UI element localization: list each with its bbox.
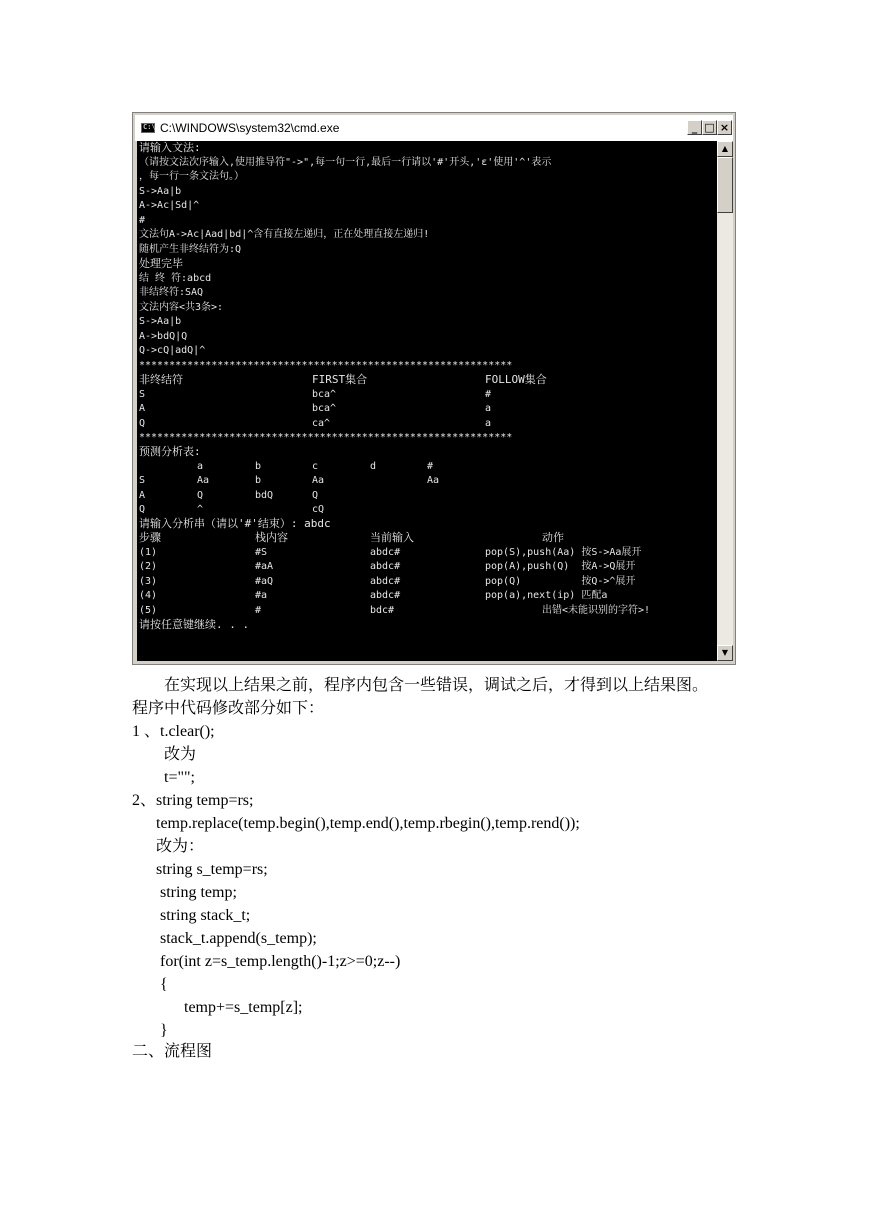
code-line: for(int z=s_temp.length()-1;z>=0;z--) — [132, 953, 401, 970]
steps-cell: abdc# — [370, 590, 401, 601]
console-line: 请输入文法: — [139, 141, 201, 154]
console-line: （请按文法次序输入,使用推导符"->",每一句一行,最后一行请以'#'开头,'ε'使用'^'表示 — [139, 157, 552, 168]
steps-cell: abdc# — [370, 576, 401, 587]
code-line: 改为 — [132, 746, 197, 763]
section-heading: 二、流程图 — [132, 1043, 213, 1060]
predict-cell: ^ — [197, 504, 204, 515]
steps-cell: # — [255, 605, 262, 616]
console-line: A->bdQ|Q — [139, 331, 188, 342]
steps-cell: (3) — [139, 576, 158, 587]
code-line: 1 、t.clear(); — [132, 723, 215, 740]
console-line: 非结终符:SAQ — [139, 287, 204, 298]
steps-cell: (1) — [139, 547, 158, 558]
predict-header: # — [427, 461, 434, 472]
predict-header: d — [370, 461, 377, 472]
code-line: 2、string temp=rs; — [132, 792, 254, 809]
steps-header-stack: 栈内容 — [255, 531, 288, 544]
console-line: ，每一行一条文法句。） — [139, 171, 244, 182]
code-line: } — [132, 1022, 168, 1039]
scroll-down-icon[interactable]: ▼ — [717, 645, 733, 661]
steps-cell: #aA — [255, 561, 274, 572]
window-title: C:\WINDOWS\system32\cmd.exe — [160, 121, 340, 135]
ff-header-nonterminal: 非终结符 — [139, 373, 183, 386]
steps-cell: #aQ — [255, 576, 274, 587]
predict-cell: Aa — [427, 475, 440, 486]
ff-cell: a — [485, 403, 492, 414]
code-line: 改为： — [132, 838, 205, 855]
console-line: A->Ac|Sd|^ — [139, 200, 200, 211]
ff-header-first: FIRST集合 — [312, 373, 368, 386]
steps-cell: bdc# — [370, 605, 395, 616]
code-line: t=""; — [132, 769, 195, 786]
predict-header: c — [312, 461, 319, 472]
predict-cell: cQ — [312, 504, 325, 515]
ff-cell: # — [485, 389, 492, 400]
code-line: string temp; — [132, 884, 237, 901]
predict-cell: A — [139, 490, 146, 501]
predict-header: a — [197, 461, 204, 472]
steps-header-input: 当前输入 — [370, 531, 414, 544]
steps-cell: #S — [255, 547, 268, 558]
predict-cell: Q — [197, 490, 204, 501]
ff-cell: ca^ — [312, 418, 331, 429]
console-line: 结 终 符:abcd — [139, 273, 212, 284]
predict-cell: bdQ — [255, 490, 274, 501]
steps-cell: abdc# — [370, 561, 401, 572]
paragraph-line: 程序中代码修改部分如下： — [132, 700, 325, 717]
title-bar[interactable] — [135, 115, 733, 141]
scroll-up-icon[interactable]: ▲ — [717, 141, 733, 157]
steps-cell: (2) — [139, 561, 158, 572]
code-line: temp+=s_temp[z]; — [132, 999, 303, 1016]
ff-cell: Q — [139, 418, 146, 429]
steps-cell: 出错<未能识别的字符>! — [542, 605, 651, 616]
console-output[interactable] — [137, 141, 717, 661]
steps-cell: pop(Q) 按Q->^展开 — [485, 576, 636, 587]
paragraph-line: 在实现以上结果之前，程序内包含一些错误，调试之后，才得到以上结果图。 — [132, 677, 709, 694]
console-line: S->Aa|b — [139, 186, 182, 197]
cmd-window — [132, 112, 736, 665]
code-line: string stack_t; — [132, 907, 251, 924]
console-line: 随机产生非终结符为:Q — [139, 244, 242, 255]
input-prompt: 请输入分析串（请以'#'结束）: abdc — [139, 517, 331, 530]
cmd-icon: C:\ — [143, 123, 156, 131]
predict-cell: S — [139, 475, 146, 486]
predict-cell: Aa — [312, 475, 325, 486]
predict-cell: Q — [312, 490, 319, 501]
code-line: temp.replace(temp.begin(),temp.end(),temp.rbegin(),temp.rend()); — [132, 815, 580, 832]
steps-cell: abdc# — [370, 547, 401, 558]
separator-line: ************************************************************** — [139, 360, 513, 371]
ff-header-follow: FOLLOW集合 — [485, 373, 547, 386]
separator-line: ************************************************************** — [139, 432, 513, 443]
ff-cell: S — [139, 389, 146, 400]
maximize-button[interactable]: □ — [702, 120, 717, 135]
console-line: 处理完毕 — [139, 257, 183, 270]
console-line: # — [139, 215, 146, 226]
steps-header-action: 动作 — [542, 531, 564, 544]
code-line: stack_t.append(s_temp); — [132, 930, 317, 947]
predict-cell: Q — [139, 504, 146, 515]
continue-prompt: 请按任意键继续. . . — [139, 618, 250, 631]
steps-cell: #a — [255, 590, 268, 601]
predict-cell: b — [255, 475, 262, 486]
steps-cell: pop(S),push(Aa) 按S->Aa展开 — [485, 547, 642, 558]
console-line: S->Aa|b — [139, 316, 182, 327]
predict-cell: Aa — [197, 475, 210, 486]
console-line: Q->cQ|adQ|^ — [139, 345, 206, 356]
ff-cell: bca^ — [312, 403, 337, 414]
minimize-button[interactable]: _ — [687, 120, 702, 135]
code-line: { — [132, 976, 168, 993]
vertical-scrollbar[interactable] — [717, 141, 733, 661]
steps-cell: pop(A),push(Q) 按A->Q展开 — [485, 561, 636, 572]
scroll-thumb[interactable] — [717, 157, 733, 213]
steps-cell: (4) — [139, 590, 158, 601]
steps-cell: (5) — [139, 605, 158, 616]
ff-cell: bca^ — [312, 389, 337, 400]
predict-header: b — [255, 461, 262, 472]
close-button[interactable]: × — [717, 120, 732, 135]
console-line: 文法句A->Ac|Aad|bd|^含有直接左递归，正在处理直接左递归! — [139, 229, 430, 240]
steps-cell: pop(a),next(ip) 匹配a — [485, 590, 608, 601]
steps-header-step: 步骤 — [139, 531, 161, 544]
ff-cell: A — [139, 403, 146, 414]
ff-cell: a — [485, 418, 492, 429]
predict-table-title: 预测分析表: — [139, 445, 201, 458]
console-line: 文法内容<共3条>: — [139, 302, 224, 313]
code-line: string s_temp=rs; — [132, 861, 268, 878]
